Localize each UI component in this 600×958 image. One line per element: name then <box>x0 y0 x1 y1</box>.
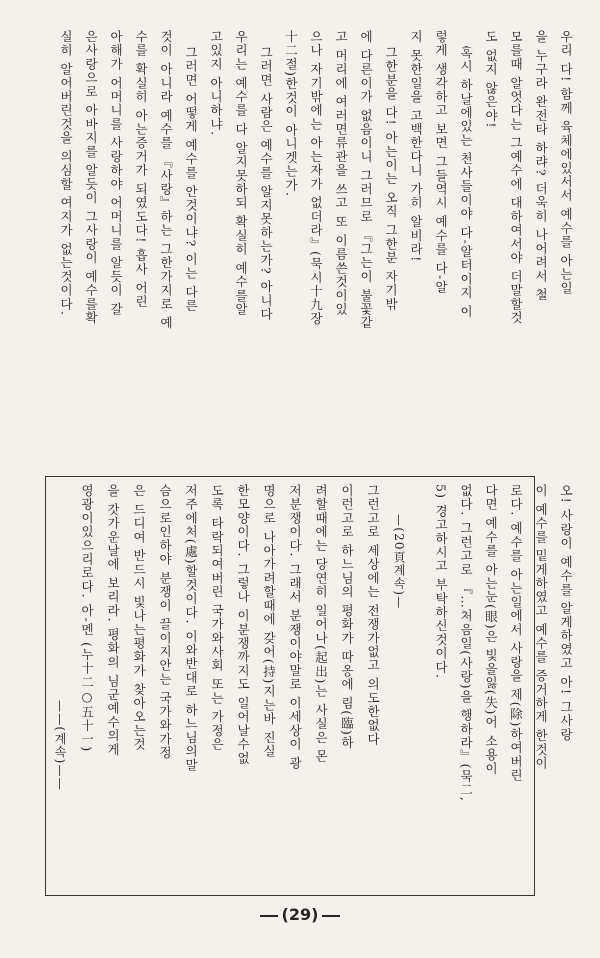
text-column: 고 머리에 여러면류관을 쓰고 또 이름쓴것이있 <box>333 30 349 317</box>
page-number-dash-right <box>322 915 340 917</box>
page-number: (29) <box>0 905 600 924</box>
text-column: 려할때에는 당연히 일어나(起出)는 사실은 몬 <box>313 484 329 764</box>
text-column: 다면 예수를 아는눈(眼)은 빛을잃(失)어 소용이 <box>483 484 499 776</box>
text-column: 명으로 나아가려할때에 갖어(持)지는바 진실 <box>261 484 277 759</box>
text-column: 영광이있으리로다. 아-멘 (누十二○五十一) <box>79 484 95 753</box>
text-column: 에 다른이가 없음이니 그러므로 『그는이 불꽃같 <box>358 30 374 330</box>
text-column: 도록 타락되여버린 국가와사회 또는 가정은 <box>209 484 225 752</box>
continued-label: ——(계속)—— <box>53 700 67 791</box>
text-column: 로다. 예수를 아는일에서 사랑을 제(除)하여버린 <box>508 484 524 783</box>
text-column: 우리 다! 함께 육체에있서서 예수를 아는일 <box>558 30 574 295</box>
text-column: 을 누구라 완전타 하랴? 더욱히 나어려서 철 <box>533 30 549 302</box>
text-column: 렇게 생각하고 보면 그들역시 예수를 다-알 <box>433 30 449 295</box>
page-number-dash-left <box>260 915 278 917</box>
text-column: 고있지 아니하냐. <box>208 30 224 137</box>
text-column: 실히 알어버린것을 의심할 여지가 없는것이다. <box>58 30 74 317</box>
text-column: 그한분을 다! 아는이는 오직 그한분 자기밖 <box>383 46 399 311</box>
text-column: 수를 확실히 아는증거가 되였도다! 흡사 어린 <box>133 30 149 309</box>
text-column: 없다. 그런고로 『…처음일(사랑)을 행하라』(묵二, <box>458 484 474 803</box>
text-column: 슴으로인하야 분쟁이 끌이지안는 국가와가정 <box>157 484 173 760</box>
page-number-value: 29 <box>288 905 312 924</box>
continued-from-label: —(20頁계속)— <box>392 514 406 610</box>
text-column: 혹시 하날에있는 천사들이야 다-알터이지 이 <box>458 46 474 319</box>
text-column: 한모양이다. 그렇나 이분쟁까지도 일어날수없 <box>235 484 251 765</box>
text-column: 은사랑으로 아바지를 알듯이 그사랑이 예수를확 <box>83 30 99 325</box>
text-column: 그러면 사람은 예수를 알지못하는가? 아니다 <box>258 46 274 322</box>
text-column: 아해가 어머니를 사랑하야 어머니를 알듯이 갈 <box>108 30 124 317</box>
text-column: 저분쟁이다. 그래서 분쟁이야말로 이세상이 광 <box>287 484 303 771</box>
text-column: 이 예수를 밑게하였고 예수를 증거하게 한것이 <box>533 484 549 771</box>
text-column: 은 드디여 반드시 빛나는평화가 찾아오는것 <box>131 484 147 752</box>
text-column: 이런고로 하느님의 평화가 따옹에 림(臨)하 <box>339 484 355 750</box>
text-column: 지 못한일을 고백한다니 가히 알비라! <box>408 30 424 263</box>
text-column: 을 갓가운날에 보리라. 평화의 님군예수의게 <box>105 484 121 757</box>
text-column: 모를때 알엇다는 그예수에 대하여서야 더말할것 <box>508 30 524 325</box>
text-column: 오! 사랑이 예수를 알게하였고 아! 그사랑 <box>558 484 574 742</box>
text-column: 것이 아니라 예수를 『사랑』하는 그한가지로 예 <box>158 30 174 330</box>
text-column: 그런고로 세상에는 전쟁가없고 의도한없다 <box>365 484 381 747</box>
text-column: 저주에처(處)할것이다. 이와반대로 하느님의말 <box>183 484 199 772</box>
text-column: 으나 자기밖에는 아는자가 없더라』(묵시十九장 <box>308 30 324 326</box>
text-column: 우리는 예수를 다 알지못하되 확실히 예수를알 <box>233 30 249 317</box>
text-column: 5) 경고하시고 부탁하신것이다. <box>433 484 449 680</box>
text-column: 十二절)한것이 아니겟는가. <box>283 30 299 198</box>
text-column: 그러면 어떻게 예수를 안것이냐? 이는 다른 <box>183 46 199 313</box>
text-column: 도 없지 않은야! <box>483 30 499 129</box>
